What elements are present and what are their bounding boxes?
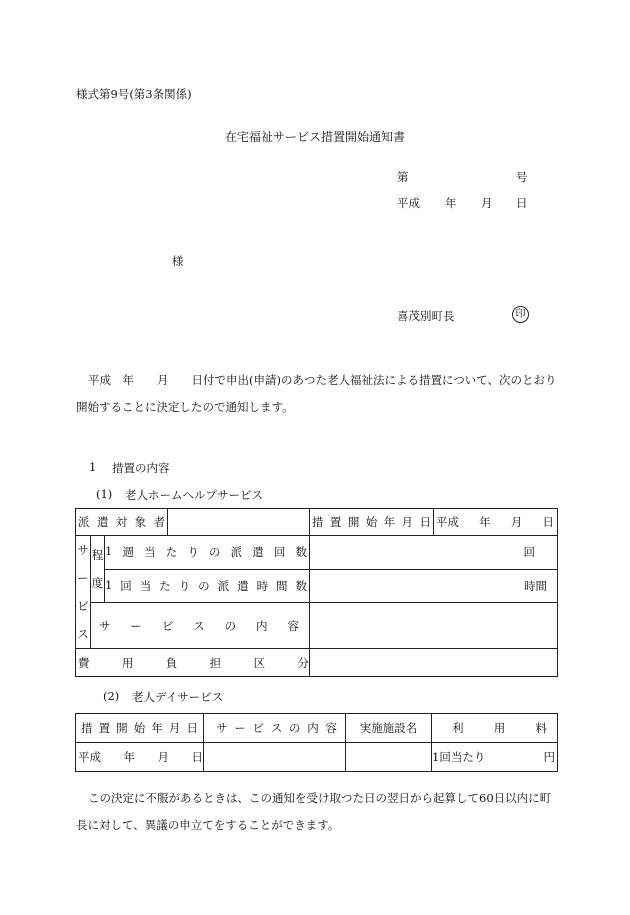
- header-fee-text: [452, 720, 547, 736]
- content-label: [99, 618, 299, 634]
- form-number: 様式第9号(第3条関係): [76, 87, 192, 101]
- cost-row: [76, 649, 558, 677]
- label-char: 回: [273, 545, 286, 560]
- data-service-content: [204, 743, 346, 772]
- dispatch-target-label: [76, 509, 168, 536]
- per-visit-label: [105, 578, 307, 594]
- label-char: 負: [165, 655, 178, 670]
- start-date-text: [312, 514, 431, 530]
- data-fee: [432, 743, 558, 772]
- subsection2-title: 老人デイサービス: [132, 690, 224, 704]
- label-char: 派: [217, 578, 230, 593]
- start-date-fields: [436, 514, 555, 530]
- label-char: ビ: [252, 721, 264, 735]
- label-char: 開: [116, 721, 128, 735]
- label-char: 対: [115, 515, 128, 529]
- label-char: 置: [98, 721, 111, 735]
- footer-paragraph: この決定に不服があるときは、この通知を受け取つた日の翌日から起算して60日以内に町長に対して、異議の申立てをすることができます。: [76, 791, 552, 832]
- per-visit-label-cell: [105, 569, 310, 603]
- label-char: 用: [121, 655, 134, 670]
- dispatch-row: [76, 509, 558, 536]
- label-char: 年: [151, 721, 163, 735]
- weekly-value: [310, 536, 558, 570]
- label-char: ス: [193, 618, 205, 633]
- label-char: 派: [230, 545, 243, 560]
- fee-prefix: 1回当たり: [432, 750, 486, 764]
- start-date-era: 平成: [436, 515, 460, 529]
- label-char: 料: [535, 721, 547, 735]
- label-char: り: [178, 578, 191, 593]
- label-char: 遣: [252, 545, 264, 560]
- label-char: 間: [276, 578, 288, 593]
- issuer-name: 喜茂別町長: [397, 309, 455, 323]
- start-date-label: [310, 509, 434, 536]
- label-char: の: [289, 721, 301, 735]
- start-date-day: 日: [542, 515, 554, 529]
- weekly-unit: 回: [523, 545, 536, 560]
- per-visit-value: [310, 569, 558, 603]
- per-visit-unit: 時間: [524, 578, 548, 593]
- cost-label-cell: [76, 649, 310, 677]
- doc-date-year: 年: [445, 196, 457, 210]
- label-char: 内: [256, 618, 268, 633]
- service-char-2: ー: [77, 571, 89, 585]
- section1-number: 1: [89, 460, 97, 474]
- document-title: 在宅福祉サービス措置開始通知書: [225, 130, 406, 144]
- start-date-month: 月: [510, 515, 523, 529]
- data-facility: [346, 743, 432, 772]
- label-char: 月: [401, 515, 414, 529]
- label-char: 置: [329, 515, 342, 529]
- label-char: 数: [295, 578, 308, 593]
- service-side-label: [76, 536, 91, 649]
- label-char: 区: [253, 655, 266, 670]
- header-service-content-text: [216, 720, 337, 736]
- label-char: 容: [325, 721, 337, 735]
- data-start-date-fields: [78, 749, 203, 765]
- doc-date-month: 月: [481, 196, 493, 210]
- label-char: 週: [122, 545, 134, 560]
- label-char: ス: [270, 721, 283, 735]
- header-facility-text: 実施施設名: [359, 721, 418, 735]
- label-char: 1: [105, 544, 113, 559]
- data-date-day: 日: [191, 750, 203, 764]
- program-char-2: 度: [91, 576, 104, 591]
- label-char: 日: [186, 721, 198, 735]
- label-char: 当: [144, 545, 156, 560]
- data-start-date: [76, 743, 204, 772]
- label-char: の: [224, 618, 237, 633]
- subsection1-number: (1): [96, 487, 113, 501]
- label-char: 数: [295, 545, 307, 560]
- label-char: ビ: [161, 618, 174, 633]
- content-row: [76, 603, 558, 649]
- label-char: 派: [78, 515, 90, 529]
- service-char-4: ス: [77, 627, 89, 641]
- label-char: 遣: [96, 515, 109, 529]
- label-char: 措: [312, 515, 324, 529]
- label-char: サ: [99, 618, 111, 633]
- per-visit-row: [76, 569, 558, 603]
- data-fee-fields: [432, 749, 555, 765]
- fee-unit: 円: [543, 750, 555, 764]
- label-char: 始: [365, 515, 378, 529]
- program-char-1: 程: [91, 548, 104, 563]
- start-date-value: [434, 509, 558, 536]
- header-service-content: [204, 714, 346, 743]
- label-char: た: [159, 578, 171, 593]
- label-char: 開: [347, 515, 360, 529]
- body-paragraph: 平成 年 月 日付で申出(申請)のあつた老人福祉法による措置について、次のとおり開始することに決定したので通知します。: [76, 373, 557, 414]
- data-date-month: 月: [157, 750, 169, 764]
- content-label-cell: [91, 603, 310, 649]
- label-char: の: [208, 545, 221, 560]
- start-date-year: 年: [479, 515, 491, 529]
- seal-icon: 印: [512, 306, 529, 323]
- label-char: の: [198, 578, 210, 593]
- label-char: サ: [216, 721, 228, 735]
- day-service-data-row: [76, 743, 558, 772]
- day-service-header-row: [76, 714, 558, 743]
- doc-number-prefix: 第: [397, 170, 409, 184]
- cost-value: [310, 649, 558, 677]
- cost-label: [78, 655, 309, 671]
- label-char: 始: [133, 721, 146, 735]
- header-facility: [346, 714, 432, 743]
- data-date-era: 平成: [78, 750, 101, 764]
- label-char: 当: [139, 578, 152, 593]
- weekly-row: [76, 536, 558, 570]
- label-char: 費: [78, 655, 90, 670]
- weekly-label: [105, 544, 307, 560]
- header-start-date-text: [81, 720, 198, 736]
- doc-number-suffix: 号: [516, 170, 528, 184]
- doc-date-era: 平成: [397, 196, 420, 210]
- label-char: 措: [81, 721, 93, 735]
- label-char: ー: [130, 618, 142, 633]
- doc-date-day: 日: [516, 196, 528, 210]
- label-char: た: [165, 545, 178, 560]
- label-char: 日: [419, 515, 431, 529]
- label-char: ー: [234, 721, 246, 735]
- label-char: 時: [256, 578, 269, 593]
- subsection1-title: 老人ホームヘルプサービス: [125, 488, 263, 502]
- label-char: 内: [307, 721, 319, 735]
- label-char: 回: [120, 578, 132, 593]
- content-value: [310, 603, 558, 649]
- day-service-table: [75, 713, 558, 772]
- recipient-suffix: 様: [172, 254, 184, 268]
- subsection2-number: (2): [103, 689, 120, 703]
- section1-heading: 措置の内容: [112, 461, 170, 475]
- label-char: 用: [493, 721, 506, 735]
- label-char: 1: [105, 577, 113, 592]
- service-char-3: ビ: [77, 599, 89, 613]
- weekly-label-cell: [105, 536, 310, 570]
- label-char: り: [187, 545, 199, 560]
- label-char: 容: [287, 618, 299, 633]
- home-help-table: [75, 508, 558, 677]
- label-char: 担: [209, 655, 222, 670]
- header-fee: [432, 714, 558, 743]
- label-char: 月: [168, 721, 181, 735]
- data-date-year: 年: [123, 750, 135, 764]
- label-char: 年: [383, 515, 396, 529]
- label-char: 者: [153, 515, 165, 529]
- seal-mark: [512, 306, 529, 323]
- label-char: 遣: [237, 578, 249, 593]
- label-char: 分: [297, 655, 309, 670]
- label-char: 利: [452, 721, 464, 735]
- header-start-date: [76, 714, 204, 743]
- dispatch-target-value: [168, 509, 310, 536]
- program-side-label: [91, 536, 105, 603]
- label-char: 象: [134, 515, 147, 529]
- dispatch-target-text: [78, 514, 165, 530]
- service-char-1: サ: [77, 543, 89, 557]
